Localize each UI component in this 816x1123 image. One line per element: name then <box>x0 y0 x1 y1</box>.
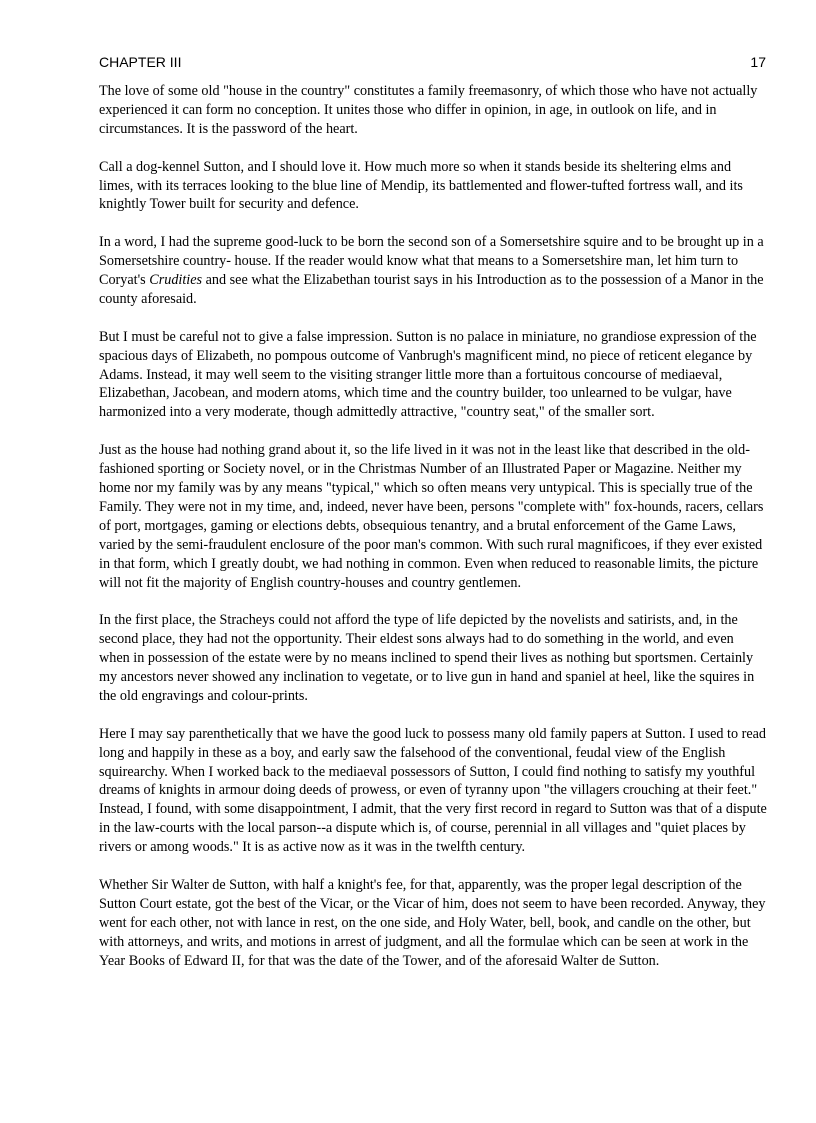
paragraph-6: In the first place, the Stracheys could not afford the type of life depicted by the novelists and satirists, and, in the second place, they had not the opportunity. Their eldest sons always had to do something in the world, and even when in possession of the estate were by no means inclined to spend their lives as nothing but sportsmen. Certainly my ancestors never showed any inclination to vegetate, or to live gun in hand and spaniel at heel, like the squires in the old engravings and colour-prints. <box>99 612 755 704</box>
chapter-title: CHAPTER III <box>99 54 182 70</box>
page-header <box>99 52 766 72</box>
paragraph-3 <box>99 233 767 309</box>
paragraph-3-text-after: and see what the Elizabethan tourist says in his Introduction as to the possession of a Manor in the county aforesaid. <box>99 272 764 307</box>
body-text <box>99 82 767 989</box>
paragraph-1: The love of some old "house in the country" constitutes a family freemasonry, of which those who have not actually experienced it can form no conception. It unites those who differ in opinion, in age, in outlook on life, and in circumstances. It is the password of the heart. <box>99 83 758 137</box>
paragraph-3-text-before: In a word, I had the supreme good-luck to be born the second son of a Somersetshire squire and to be brought up in a Somersetshire country- house. If the reader would know what that means to a Somersetshire man, let him turn to Coryat's <box>99 234 764 289</box>
crudities-title: Crudities <box>149 272 203 289</box>
paragraph-2: Call a dog-kennel Sutton, and I should love it. How much more so when it stands beside its sheltering elms and limes, with its terraces looking to the blue line of Mendip, its battlemented and flower-tufted fortress wall, and its knightly Tower built for security and defence. <box>99 158 743 213</box>
paragraph-7: Here I may say parenthetically that we have the good luck to possess many old family papers at Sutton. I used to read long and happily in these as a boy, and early saw the falsehood of the conventional, feudal view of the English squirearchy. When I worked back to the mediaeval possessors of Sutton, I could find nothing to satisfy my youthful dreams of knights in armour doing deeds of prowess, or even of tyranny upon "the villagers crouching at their feet." Instead, I found, with some disappointment, I admit, that the very first record in regard to Sutton was that of a dispute in the law-courts with the local parson--a dispute which is, of course, perennial in all villages and "quiet places by rivers or among woods." It is as active now as it was in the twelfth century. <box>99 725 767 856</box>
paragraph-8: Whether Sir Walter de Sutton, with half a knight's fee, for that, apparently, was the proper legal description of the Sutton Court estate, got the best of the Vicar, or the Vicar of him, does not seem to have been recorded. Anyway, they went for each other, not with lance in rest, on the one side, and Holy Water, bell, book, and candle on the other, but with attorneys, and writs, and motions in arrest of judgment, and all the formulae which can be seen at work in the Year Books of Edward II, for that was the date of the Tower, and of the aforesaid Walter de Sutton. <box>99 876 766 969</box>
paragraph-5: Just as the house had nothing grand about it, so the life lived in it was not in the least like that described in the old-fashioned sporting or Society novel, or in the Christmas Number of an Illustrated Paper or Magazine. Neither my home nor my family was by any means "typical," which so often means very untypical. This is specially true of the Family. They were not in my time, and, indeed, never have been, persons "complete with" fox-hounds, racers, cellars of port, mortgages, gaming or elections debts, obsequious tenantry, and a brutal enforcement of the Game Laws, varied by the semi-fraudulent enclosure of the poor man's common. With such rural magnificoes, if they ever existed in that form, which I greatly doubt, we had nothing in common. Even when reduced to reasonable limits, the picture will not fit the majority of English country-houses and country gentlemen. <box>99 442 764 591</box>
paragraph-4: But I must be careful not to give a false impression. Sutton is no palace in miniature, no grandiose expression of the spacious days of Elizabeth, no pompous outcome of Vanbrugh's magnificent mind, no piece of reticent elegance by Adams. Instead, it may well seem to the visiting stranger little more than a fortuitous concourse of mediaeval, Elizabethan, Jacobean, and modern atoms, which time and the country builder, too unlearned to be vulgar, have harmonized into a very moderate, though admittedly attractive, "country seat," of the smaller sort. <box>99 328 757 421</box>
page-number: 17 <box>750 54 766 70</box>
